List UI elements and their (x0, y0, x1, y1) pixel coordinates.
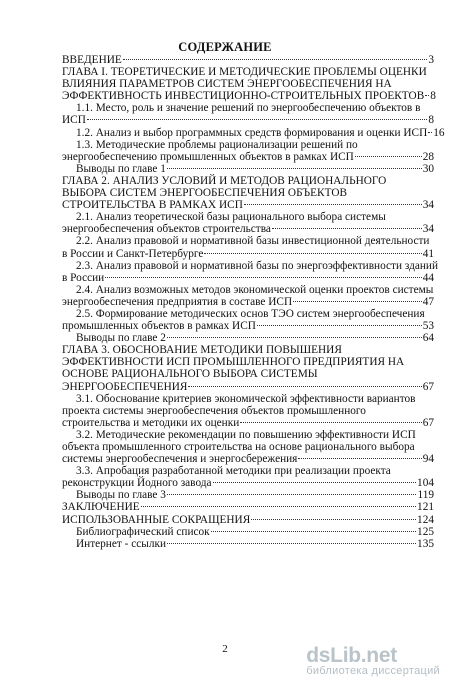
toc-entry-final-line (62, 272, 434, 284)
toc-section-entry (62, 126, 445, 139)
toc-entry-line: ЭФФЕКТИВНОСТИ ИСП ПРОМЫШЛЕННОГО ПРЕДПРИЯТИЯ НА (62, 356, 405, 369)
toc-entry-line: 2.2. Анализ правовой и нормативной базы инвестиционной деятельности (76, 235, 430, 248)
toc-entry-title: энергообеспечения предприятия в составе ИСП (62, 295, 293, 308)
toc-page-number: 67 (422, 380, 434, 393)
toc-entry-title: Выводы по главе 3 (76, 489, 166, 502)
toc-entry-line: 1.1. Место, роль и значение решений по энергообеспечению объектов в (76, 102, 421, 115)
toc-entry-final-line (62, 501, 434, 513)
toc-entry-line: ГЛАВА 3. ОБОСНОВАНИЕ МЕТОДИКИ ПОВЫШЕНИЯ (62, 344, 342, 357)
dot-leader (204, 253, 421, 254)
toc-entry-title: ЭНЕРГООБЕСПЕЧЕНИЯ (62, 380, 188, 393)
dot-leader (240, 422, 421, 423)
toc-entry-final-line (76, 489, 434, 501)
toc-section-entry (62, 259, 438, 284)
toc-section-entry (62, 332, 434, 344)
toc-page-number: 125 (417, 525, 434, 538)
toc-entry-final-line (62, 453, 434, 465)
toc-entry-final-line (62, 151, 434, 163)
toc-entry-line: 1.3. Методические проблемы рационализации решений по (76, 138, 358, 151)
toc-page-number: 64 (422, 332, 434, 345)
toc-page-number: 34 (422, 223, 434, 236)
toc-entry-title: реконструкции Йодного завода (62, 477, 212, 490)
dot-leader (425, 95, 429, 96)
dot-leader (272, 228, 422, 229)
toc-entry-title: промышленных объектов в рамках ИСП (62, 320, 256, 333)
toc-heading: СОДЕРЖАНИЕ (178, 40, 272, 54)
toc-section-entry (62, 139, 434, 163)
toc-section-entry (62, 526, 434, 538)
toc-entry-line: 2.5. Формирование методических основ ТЭО систем энергообеспечения (76, 307, 425, 320)
page-number: 2 (222, 643, 228, 655)
toc-entry-line: 3.3. Апробация разработанной методики при реализации проекта (76, 465, 391, 478)
toc-entry-final-line (62, 54, 434, 66)
dot-leader (293, 301, 422, 302)
dot-leader (123, 59, 428, 60)
toc-chapter-entry (62, 66, 434, 102)
toc-page-number: 135 (417, 537, 434, 550)
toc-page-number: 104 (417, 477, 434, 490)
toc-section-entry (62, 235, 434, 259)
toc-page-number: 8 (430, 90, 436, 103)
toc-page-number: 94 (422, 453, 434, 466)
toc-entry-title: Выводы по главе 2 (76, 332, 166, 345)
toc-page-number: 16 (433, 126, 445, 139)
toc-section-entry (62, 489, 434, 501)
toc-section-entry (62, 393, 434, 429)
dot-leader (141, 506, 416, 507)
toc-entry-final-line (62, 248, 434, 260)
dot-leader (211, 531, 416, 532)
dot-leader (251, 519, 416, 520)
toc-entry-final-line (76, 126, 445, 139)
table-of-contents (62, 54, 445, 550)
toc-entry-final-line (76, 163, 434, 175)
toc-entry-line: ВЛИЯНИЯ ПАРАМЕТРОВ СИСТЕМ ЭНЕРГООБЕСПЕЧЕНИЯ НА (62, 78, 392, 91)
toc-entry-title: ВВЕДЕНИЕ (62, 54, 122, 66)
toc-entry-title: ЗАКЛЮЧЕНИЕ (62, 501, 140, 514)
dot-leader (167, 168, 422, 169)
toc-entry-line: 2.3. Анализ правовой и нормативной базы по энергоэффективности зданий (76, 259, 438, 272)
toc-entry-final-line (62, 296, 434, 308)
dot-leader (87, 119, 427, 120)
toc-entry-line: 2.1. Анализ теоретической базы рационального выбора системы (76, 211, 386, 224)
toc-entry-line: 3.2. Методические рекомендации по повышению эффективности ИСП (76, 428, 416, 441)
toc-entry-title: ИСП (62, 114, 86, 127)
dot-leader (298, 458, 421, 459)
toc-entry-final-line (62, 114, 434, 126)
toc-chapter-entry (62, 501, 434, 513)
toc-page-number: 3 (428, 54, 434, 66)
toc-page-number: 119 (417, 489, 434, 502)
toc-section-entry (62, 429, 434, 465)
toc-chapter-entry (62, 175, 434, 211)
toc-page-number: 44 (422, 271, 434, 284)
toc-entry-final-line (62, 223, 434, 235)
toc-entry-final-line (62, 381, 434, 393)
watermark-logo: dsLib.net (306, 644, 397, 667)
toc-page-number: 28 (422, 150, 434, 163)
dot-leader (428, 132, 432, 133)
toc-entry-line: проекта системы энергообеспечения объектов промышленного (62, 404, 366, 417)
dot-leader (244, 204, 422, 205)
toc-section-entry (62, 102, 434, 126)
toc-entry-line: объекта промышленного строительства на основе рационального выбора (62, 441, 415, 453)
toc-entry-final-line (62, 320, 434, 332)
toc-page-number: 41 (422, 247, 434, 260)
toc-entry-title: системы энергообеспечения и энергосбережения (62, 453, 298, 466)
toc-entry-title: ИСПОЛЬЗОВАННЫЕ СОКРАЩЕНИЯ (62, 513, 251, 526)
toc-entry-title: Интернет - ссылки (76, 537, 166, 550)
toc-section-entry (62, 284, 434, 308)
toc-entry-final-line (76, 526, 434, 538)
toc-entry-title: энергообеспечения объектов строительства (62, 223, 271, 236)
toc-chapter-entry (62, 54, 434, 66)
toc-entry-title: СТРОИТЕЛЬСТВА В РАМКАХ ИСП (62, 199, 243, 212)
dot-leader (257, 325, 422, 326)
toc-entry-line: ГЛАВА 2. АНАЛИЗ УСЛОВИЙ И МЕТОДОВ РАЦИОНАЛЬНОГО (62, 174, 387, 187)
toc-entry-final-line (76, 538, 434, 550)
toc-entry-final-line (62, 477, 434, 489)
dot-leader (355, 156, 422, 157)
toc-page-number: 53 (422, 320, 434, 333)
dot-leader (188, 386, 421, 387)
toc-entry-title: 1.2. Анализ и выбор программных средств формирования и оценки ИСП (76, 126, 428, 139)
toc-entry-final-line (62, 514, 434, 526)
dot-leader (167, 494, 417, 495)
toc-entry-line: ГЛАВА I. ТЕОРЕТИЧЕСКИЕ И МЕТОДИЧЕСКИЕ ПРОБЛЕМЫ ОЦЕНКИ (62, 66, 427, 79)
toc-chapter-entry (62, 344, 434, 392)
dot-leader (167, 337, 422, 338)
toc-page-number: 30 (422, 162, 434, 175)
toc-entry-final-line (62, 199, 434, 211)
toc-page-number: 67 (422, 416, 434, 429)
toc-entry-title: в России (62, 271, 105, 284)
dot-leader (213, 482, 417, 483)
dot-leader (167, 543, 416, 544)
toc-page-number: 34 (422, 199, 434, 212)
toc-section-entry (62, 465, 434, 489)
toc-entry-final-line (62, 417, 434, 429)
toc-entry-title: строительства и методики их оценки (62, 416, 240, 429)
toc-section-entry (62, 211, 434, 235)
toc-section-entry (62, 163, 434, 175)
toc-page-number: 8 (428, 114, 434, 127)
watermark-caption: библиотека диссертаций (306, 665, 440, 677)
toc-entry-title: Выводы по главе 1 (76, 162, 166, 175)
toc-page-number: 124 (417, 513, 434, 526)
toc-entry-final-line (62, 90, 434, 102)
toc-section-entry (62, 308, 434, 332)
toc-section-entry (62, 538, 434, 550)
toc-page-number: 121 (417, 501, 434, 514)
toc-entry-line: ОСНОВЕ РАЦИОНАЛЬНОГО ВЫБОРА СИСТЕМЫ (62, 368, 318, 381)
dslib-watermark (306, 644, 440, 677)
toc-entry-line: 3.1. Обоснование критериев экономической эффективности вариантов (76, 392, 416, 405)
toc-entry-line: 2.4. Анализ возможных методов экономической оценки проектов системы (76, 283, 434, 296)
toc-entry-line: ВЫБОРА СИСТЕМ ЭНЕРГООБЕСПЕЧЕНИЯ ОБЪЕКТОВ (62, 187, 348, 200)
toc-chapter-entry (62, 514, 434, 526)
toc-entry-title: ЭФФЕКТИВНОСТЬ ИНВЕСТИЦИОННО-СТРОИТЕЛЬНЫХ ПРОЕКТОВ (62, 90, 425, 103)
toc-entry-title: в России и Санкт-Петербурге (62, 247, 204, 260)
dot-leader (105, 277, 421, 278)
toc-page-number: 47 (422, 295, 434, 308)
toc-entry-title: энергообеспечению промышленных объектов в рамках ИСП (62, 150, 354, 163)
toc-entry-final-line (76, 332, 434, 344)
toc-entry-title: Библиографический список (76, 525, 210, 538)
